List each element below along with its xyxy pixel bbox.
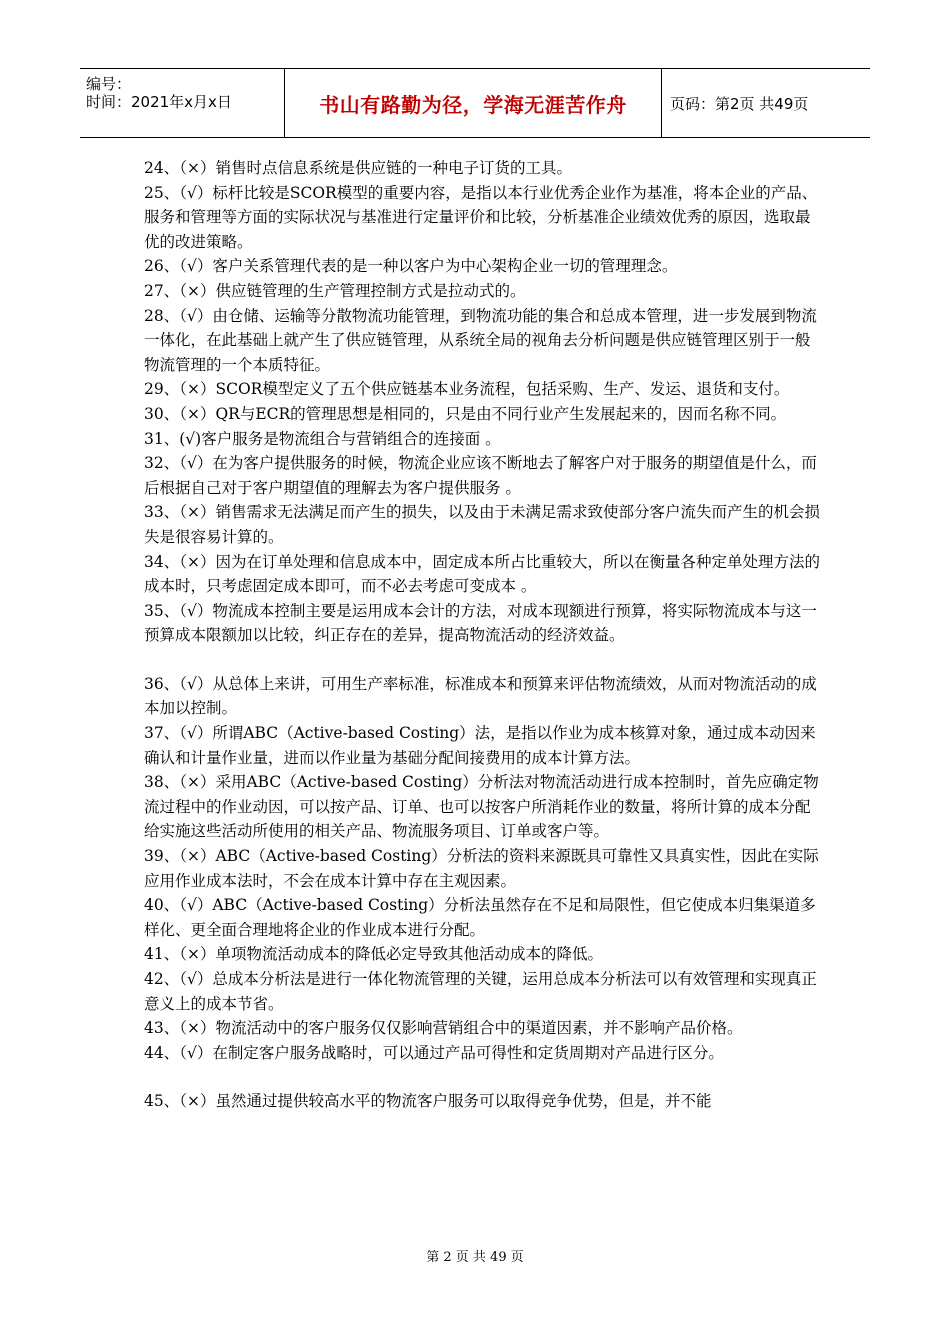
- list-item: 26、（√）客户关系管理代表的是一种以客户为中心架构企业一切的管理理念。: [144, 257, 678, 276]
- list-item: 39、（×）ABC（Active-based Costing）分析法的资料来源既具可靠性又具真实性，因此在实际应用作业成本法时，不会在成本计算中存在主观因素。: [144, 847, 819, 890]
- code-label: 编号：: [86, 75, 132, 93]
- list-item: 40、（√）ABC（Active-based Costing）分析法虽然存在不足和局限性，但它使成本归集渠道多样化、更全面合理地将企业的作业成本进行分配。: [144, 896, 816, 939]
- date-line: 时间：2021年x月x日: [86, 93, 232, 111]
- header-motto-cell: [285, 69, 662, 137]
- list-item: 41、（×）单项物流活动成本的降低必定导致其他活动成本的降低。: [144, 945, 603, 964]
- list-item: 38、（×）采用ABC（Active-based Costing）分析法对物流活动进行成本控制时，首先应确定物流过程中的作业动因，可以按产品、订单、也可以按客户所消耗作业的数量，将所计算的成本分配给实施这些活动所使用的相关产品、物流服务项目、订单或客户等。: [144, 773, 819, 841]
- list-item: 36、（√）从总体上来讲，可用生产率标准，标准成本和预算来评估物流绩效，从而对物流活动的成本加以控制。: [144, 674, 817, 718]
- list-item: 24、（×）销售时点信息系统是供应链的一种电子订货的工具。: [144, 159, 572, 177]
- list-item: 28、（√）由仓储、运输等分散物流功能管理，到物流功能的集合和总成本管理，进一步发展到物流一体化，在此基础上就产生了供应链管理，从系统全局的视角去分析问题是供应链管理区别于一般物流管理的一个本质特征。: [144, 306, 817, 374]
- paragraph-gap: [144, 1065, 824, 1089]
- header-left-cell: [80, 69, 285, 137]
- document-body: [144, 156, 824, 1114]
- list-item: 25、（√）标杆比较是SCOR模型的重要内容，是指以本行业优秀企业作为基准，将本企业的产品、服务和管理等方面的实际状况与基准进行定量评价和比较，分析基准企业绩效优秀的原因，选取最优的改进策略。: [144, 183, 818, 251]
- list-item: 37、（√）所谓ABC（Active-based Costing）法，是指以作业为成本核算对象，通过成本动因来确认和计量作业量，进而以作业量为基础分配间接费用的成本计算方法。: [144, 724, 816, 767]
- page-info: 页码：第2页 共49页: [670, 94, 809, 113]
- list-item: 34、（×）因为在订单处理和信息成本中，固定成本所占比重较大，所以在衡量各种定单处理方法的成本时，只考虑固定成本即可，而不必去考虑可变成本 。: [144, 552, 820, 596]
- list-item: 33、（×）销售需求无法满足而产生的损失，以及由于未满足需求致使部分客户流失而产生的机会损失是很容易计算的。: [144, 503, 820, 546]
- list-item: 27、（×）供应链管理的生产管理控制方式是拉动式的。: [144, 281, 526, 300]
- page-footer: 第 2 页 共 49 页: [426, 1250, 524, 1265]
- header-page-cell: [662, 69, 870, 137]
- list-item: 45、（×）虽然通过提供较高水平的物流客户服务可以取得竞争优势，但是，并不能: [144, 1092, 712, 1111]
- motto: 书山有路勤为径，学海无涯苦作舟: [319, 92, 627, 117]
- list-item: 31、(√)客户服务是物流组合与营销组合的连接面 。: [144, 429, 501, 448]
- list-item: 44、（√）在制定客户服务战略时，可以通过产品可得性和定货周期对产品进行区分。: [144, 1043, 724, 1062]
- list-item: 43、（×）物流活动中的客户服务仅仅影响营销组合中的渠道因素，并不影响产品价格。: [144, 1019, 743, 1038]
- list-item: 30、（×）QR与ECR的管理思想是相同的，只是由不同行业产生发展起来的，因而名称不同。: [144, 404, 787, 423]
- list-item: 42、（√）总成本分析法是进行一体化物流管理的关键，运用总成本分析法可以有效管理和实现真正意义上的成本节省。: [144, 970, 817, 1013]
- list-item: 35、（√）物流成本控制主要是运用成本会计的方法，对成本现额进行预算，将实际物流成本与这一预算成本限额加以比较，纠正存在的差异，提高物流活动的经济效益。: [144, 601, 817, 645]
- list-item: 32、（√）在为客户提供服务的时候，物流企业应该不断地去了解客户对于服务的期望值是什么，而后根据自己对于客户期望值的理解去为客户提供服务 。: [144, 454, 817, 497]
- list-item: 29、（×）SCOR模型定义了五个供应链基本业务流程，包括采购、生产、发运、退货和支付。: [144, 380, 790, 399]
- header-table: [80, 68, 870, 138]
- paragraph-gap: [144, 648, 824, 672]
